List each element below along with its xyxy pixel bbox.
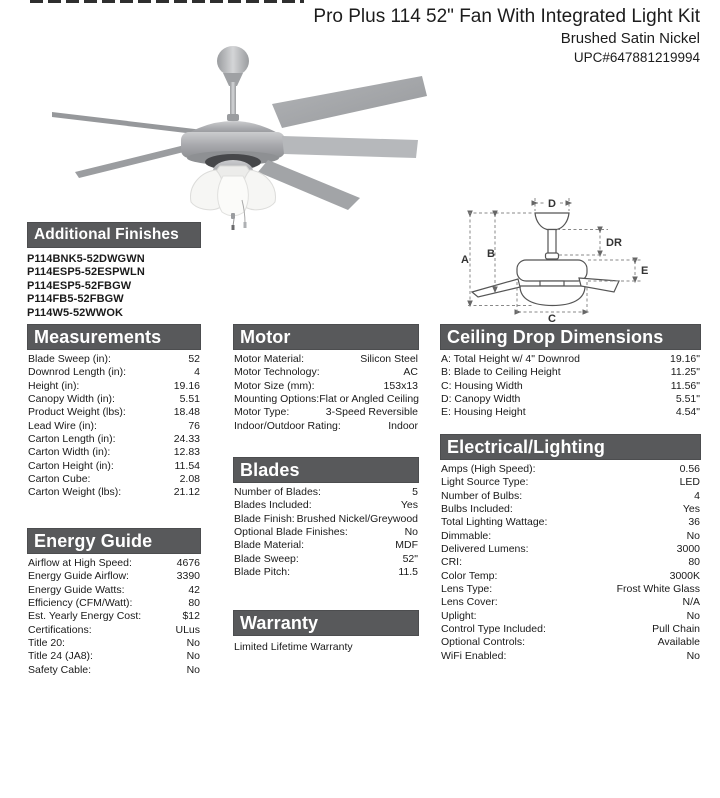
spec-row bbox=[233, 553, 419, 566]
spec-row bbox=[440, 623, 701, 636]
spec-label: Lead Wire (in): bbox=[28, 419, 97, 432]
spec-row bbox=[233, 406, 419, 419]
additional-finishes-section bbox=[27, 222, 201, 320]
motor-rows bbox=[233, 353, 419, 433]
spec-label: Canopy Width (in): bbox=[28, 393, 115, 406]
spec-row bbox=[440, 543, 701, 556]
spec-label: Safety Cable: bbox=[28, 663, 92, 676]
spec-label: Carton Cube: bbox=[28, 473, 91, 486]
spec-row bbox=[440, 650, 701, 663]
spec-row bbox=[233, 566, 419, 579]
spec-label: Title 20: bbox=[28, 637, 65, 650]
spec-value: No bbox=[686, 609, 700, 622]
measurements-section bbox=[27, 324, 201, 500]
spec-value: 42 bbox=[188, 583, 200, 596]
dim-label-e: E bbox=[641, 265, 649, 277]
fan-finial bbox=[231, 213, 235, 219]
spec-row bbox=[233, 420, 419, 433]
measurements-header bbox=[27, 324, 201, 350]
spec-row bbox=[27, 597, 201, 610]
spec-row bbox=[440, 490, 701, 503]
spec-label: WiFi Enabled: bbox=[441, 649, 507, 662]
dim-label-c: C bbox=[548, 313, 556, 323]
spec-value: Indoor bbox=[388, 419, 418, 432]
spec-label: Blades Included: bbox=[234, 499, 312, 512]
ceiling-drop-rows bbox=[440, 353, 701, 420]
ceiling-drop-section bbox=[440, 324, 701, 420]
spec-row bbox=[440, 463, 701, 476]
spec-label: Carton Weight (lbs): bbox=[28, 486, 122, 499]
spec-value: 11.25" bbox=[670, 366, 700, 379]
spec-label: Number of Bulbs: bbox=[441, 489, 523, 502]
spec-label: Number of Blades: bbox=[234, 486, 321, 498]
spec-row bbox=[233, 366, 419, 379]
spec-label: Title 24 (JA8): bbox=[28, 650, 93, 663]
spec-label: Height (in): bbox=[28, 379, 80, 392]
spec-value: 52 bbox=[188, 353, 200, 365]
spec-label: Certifications: bbox=[28, 623, 92, 636]
spec-label: Airflow at High Speed: bbox=[28, 557, 132, 569]
section-title: Motor bbox=[240, 326, 291, 347]
spec-label: Downrod Length (in): bbox=[28, 366, 127, 379]
section-title: Measurements bbox=[34, 326, 162, 347]
blades-rows bbox=[233, 486, 419, 579]
spec-label: Est. Yearly Energy Cost: bbox=[28, 610, 142, 623]
spec-row bbox=[440, 503, 701, 516]
finish-item: P114ESP5-52FBGW bbox=[27, 279, 132, 292]
spec-row bbox=[440, 636, 701, 649]
spec-value: 80 bbox=[688, 556, 700, 569]
fan-blade-upper-right bbox=[272, 76, 427, 128]
spec-row bbox=[440, 610, 701, 623]
spec-label: Motor Size (mm): bbox=[234, 379, 315, 392]
spec-label: Motor Type: bbox=[234, 406, 290, 419]
section-title: Blades bbox=[240, 459, 300, 480]
spec-value: 11.56" bbox=[670, 379, 700, 392]
spec-label: Blade Material: bbox=[234, 539, 305, 552]
spec-value: ULus bbox=[175, 623, 200, 636]
spec-label: Lens Cover: bbox=[441, 596, 498, 609]
spec-row bbox=[233, 526, 419, 539]
electrical-section bbox=[440, 434, 701, 663]
spec-row bbox=[27, 557, 201, 570]
spec-value: 36 bbox=[688, 516, 700, 529]
spec-label: Lens Type: bbox=[441, 583, 493, 596]
spec-value: Flat or Angled Ceiling bbox=[319, 393, 420, 406]
spec-value: 5.51 bbox=[179, 393, 200, 406]
spec-row bbox=[440, 476, 701, 489]
spec-row bbox=[27, 406, 201, 419]
spec-row bbox=[440, 583, 701, 596]
spec-label: Blade Pitch: bbox=[234, 566, 291, 579]
spec-row bbox=[27, 380, 201, 393]
electrical-header bbox=[440, 434, 701, 460]
spec-row bbox=[233, 393, 419, 406]
spec-value: Yes bbox=[682, 503, 700, 516]
warranty-header bbox=[233, 610, 419, 636]
spec-value: 18.48 bbox=[173, 406, 200, 419]
spec-label: Total Lighting Wattage: bbox=[441, 516, 548, 529]
spec-label: E: Housing Height bbox=[441, 406, 526, 419]
spec-value: MDF bbox=[395, 539, 418, 552]
spec-value: N/A bbox=[682, 596, 700, 609]
spec-label: Delivered Lumens: bbox=[441, 543, 529, 556]
spec-value: No bbox=[686, 529, 700, 542]
spec-row bbox=[27, 366, 201, 379]
spec-value: 4.54" bbox=[675, 406, 700, 419]
spec-label: Blade Finish: bbox=[234, 512, 295, 525]
spec-label: Light Source Type: bbox=[441, 476, 529, 489]
spec-value: Brushed Nickel/Greywood bbox=[296, 512, 418, 525]
motor-section bbox=[233, 324, 419, 433]
section-title: Electrical/Lighting bbox=[447, 436, 605, 457]
spec-row bbox=[27, 353, 201, 366]
spec-row bbox=[233, 486, 419, 499]
finish-list bbox=[27, 253, 201, 320]
diagram-housing bbox=[517, 260, 587, 281]
spec-label: Carton Width (in): bbox=[28, 446, 111, 459]
finish-item: P114W5-52WWOK bbox=[27, 306, 124, 319]
spec-value: 12.83 bbox=[173, 446, 200, 459]
spec-label: Motor Material: bbox=[234, 353, 305, 365]
diagram-coupler bbox=[546, 253, 559, 259]
upc-code: UPC#647881219994 bbox=[573, 50, 700, 65]
spec-row bbox=[440, 530, 701, 543]
measurements-rows bbox=[27, 353, 201, 500]
finish-name: Brushed Satin Nickel bbox=[560, 30, 700, 47]
spec-row bbox=[27, 637, 201, 650]
spec-value: No bbox=[186, 650, 200, 663]
spec-label: Optional Blade Finishes: bbox=[234, 526, 348, 539]
spec-row bbox=[27, 393, 201, 406]
spec-value: 3000K bbox=[669, 569, 700, 582]
spec-label: A: Total Height w/ 4" Downrod bbox=[441, 353, 580, 365]
diagram-light-dome bbox=[520, 286, 585, 306]
energy-guide-header bbox=[27, 528, 201, 554]
spec-value: Yes bbox=[400, 499, 418, 512]
blades-header bbox=[233, 457, 419, 483]
spec-row bbox=[27, 433, 201, 446]
spec-row bbox=[27, 650, 201, 663]
spec-row bbox=[27, 584, 201, 597]
spec-value: 2.08 bbox=[179, 473, 200, 486]
ceiling-drop-diagram bbox=[460, 183, 705, 323]
finish-item: P114BNK5-52DWGWN bbox=[27, 253, 145, 265]
spec-label: D: Canopy Width bbox=[441, 393, 521, 406]
spec-row bbox=[440, 556, 701, 569]
fan-mount-ball bbox=[217, 46, 249, 76]
spec-label: Amps (High Speed): bbox=[441, 463, 536, 475]
spec-row bbox=[233, 380, 419, 393]
spec-row bbox=[440, 516, 701, 529]
spec-value: 3000 bbox=[676, 543, 700, 556]
spec-value: LED bbox=[679, 476, 700, 489]
spec-row bbox=[27, 420, 201, 433]
spec-label: Energy Guide Watts: bbox=[28, 583, 125, 596]
dim-label-d: D bbox=[548, 198, 556, 210]
dim-label-b: B bbox=[487, 248, 495, 260]
spec-label: Blade Sweep: bbox=[234, 552, 299, 565]
spec-row bbox=[27, 610, 201, 623]
fan-blade-right bbox=[282, 136, 418, 158]
spec-label: Mounting Options: bbox=[234, 393, 320, 406]
dim-label-a: A bbox=[461, 254, 469, 266]
energy-guide-section bbox=[27, 528, 201, 677]
warranty-text: Limited Lifetime Warranty bbox=[234, 641, 353, 653]
spec-label: Carton Length (in): bbox=[28, 433, 116, 446]
spec-value: 5 bbox=[412, 486, 418, 498]
spec-label: Carton Height (in): bbox=[28, 459, 114, 472]
spec-value: 4 bbox=[694, 489, 700, 502]
fan-blade-left-upper bbox=[52, 112, 203, 135]
spec-row bbox=[233, 513, 419, 526]
spec-row bbox=[233, 499, 419, 512]
spec-label: CRI: bbox=[441, 556, 462, 569]
spec-row bbox=[27, 473, 201, 486]
spec-value: 76 bbox=[188, 419, 200, 432]
spec-label: Uplight: bbox=[441, 609, 477, 622]
spec-value: 4676 bbox=[176, 557, 200, 569]
spec-label: Optional Controls: bbox=[441, 636, 526, 649]
section-title: Warranty bbox=[240, 612, 319, 633]
spec-label: Efficiency (CFM/Watt): bbox=[28, 597, 133, 610]
spec-row bbox=[27, 664, 201, 677]
finish-item: P114FB5-52FBGW bbox=[27, 293, 124, 306]
diagram-downrod bbox=[548, 230, 556, 254]
spec-label: Blade Sweep (in): bbox=[28, 353, 111, 365]
spec-value: 3-Speed Reversible bbox=[325, 406, 418, 419]
finish-item: P114ESP5-52ESPWLN bbox=[27, 266, 145, 279]
spec-row bbox=[440, 570, 701, 583]
spec-value: No bbox=[186, 663, 200, 676]
dim-label-dr: DR bbox=[606, 237, 622, 249]
diagram-canopy bbox=[535, 213, 569, 230]
warranty-section bbox=[233, 610, 419, 654]
blades-section bbox=[233, 457, 419, 579]
spec-value: 21.12 bbox=[173, 486, 200, 499]
ceiling-drop-header bbox=[440, 324, 701, 350]
spec-label: B: Blade to Ceiling Height bbox=[441, 366, 561, 379]
spec-label: Control Type Included: bbox=[441, 623, 546, 636]
spec-label: Bulbs Included: bbox=[441, 503, 513, 516]
spec-value: No bbox=[686, 649, 700, 662]
diagram-blade-left bbox=[472, 279, 520, 297]
section-title: Ceiling Drop Dimensions bbox=[447, 326, 664, 347]
fan-product-image bbox=[30, 42, 430, 230]
spec-row bbox=[440, 380, 701, 393]
additional-finishes-header bbox=[27, 222, 201, 248]
spec-row bbox=[440, 366, 701, 379]
section-title: Additional Finishes bbox=[34, 226, 179, 243]
spec-row bbox=[27, 624, 201, 637]
spec-row bbox=[27, 486, 201, 499]
spec-value: 19.16" bbox=[669, 353, 700, 365]
spec-value: Pull Chain bbox=[652, 623, 700, 636]
spec-value: 80 bbox=[188, 597, 200, 610]
spec-label: Motor Technology: bbox=[234, 366, 320, 379]
spec-value: 19.16 bbox=[173, 379, 200, 392]
spec-label: C: Housing Width bbox=[441, 379, 523, 392]
spec-label: Color Temp: bbox=[441, 569, 498, 582]
spec-value: 52" bbox=[402, 552, 418, 565]
pull-chain-fob-1 bbox=[232, 225, 235, 230]
spec-row bbox=[440, 406, 701, 419]
spec-row bbox=[27, 570, 201, 583]
motor-header bbox=[233, 324, 419, 350]
spec-value: 153x13 bbox=[383, 379, 418, 392]
spec-row bbox=[440, 353, 701, 366]
energy-guide-rows bbox=[27, 557, 201, 677]
spec-value: AC bbox=[403, 366, 418, 379]
spec-label: Energy Guide Airflow: bbox=[28, 570, 129, 583]
pull-chain-1 bbox=[233, 219, 234, 226]
spec-value: Silicon Steel bbox=[360, 353, 418, 365]
spec-row bbox=[233, 353, 419, 366]
spec-label: Indoor/Outdoor Rating: bbox=[234, 419, 341, 432]
spec-value: $12 bbox=[182, 610, 200, 623]
spec-value: 3390 bbox=[176, 570, 200, 583]
spec-label: Product Weight (lbs): bbox=[28, 406, 126, 419]
fan-coupler bbox=[227, 114, 239, 121]
spec-value: 0.56 bbox=[679, 463, 700, 475]
spec-row bbox=[440, 393, 701, 406]
spec-row bbox=[27, 446, 201, 459]
page-title: Pro Plus 114 52" Fan With Integrated Light Kit bbox=[313, 6, 700, 27]
spec-value: No bbox=[186, 637, 200, 650]
spec-value: 5.51" bbox=[675, 393, 700, 406]
spec-value: Frost White Glass bbox=[616, 583, 700, 596]
electrical-rows bbox=[440, 463, 701, 663]
cropped-text-remnant bbox=[30, 0, 304, 3]
section-title: Energy Guide bbox=[34, 530, 153, 551]
spec-row bbox=[440, 596, 701, 609]
spec-value: No bbox=[404, 526, 418, 539]
spec-value: Available bbox=[657, 636, 700, 649]
pull-chain-fob-2 bbox=[244, 222, 247, 228]
spec-value: 11.54 bbox=[174, 459, 200, 472]
spec-row bbox=[27, 460, 201, 473]
spec-value: 4 bbox=[194, 366, 200, 379]
spec-row bbox=[233, 539, 419, 552]
spec-label: Dimmable: bbox=[441, 529, 492, 542]
diagram-switch-housing bbox=[540, 281, 564, 286]
spec-value: 11.5 bbox=[398, 566, 418, 579]
spec-value: 24.33 bbox=[173, 433, 200, 446]
